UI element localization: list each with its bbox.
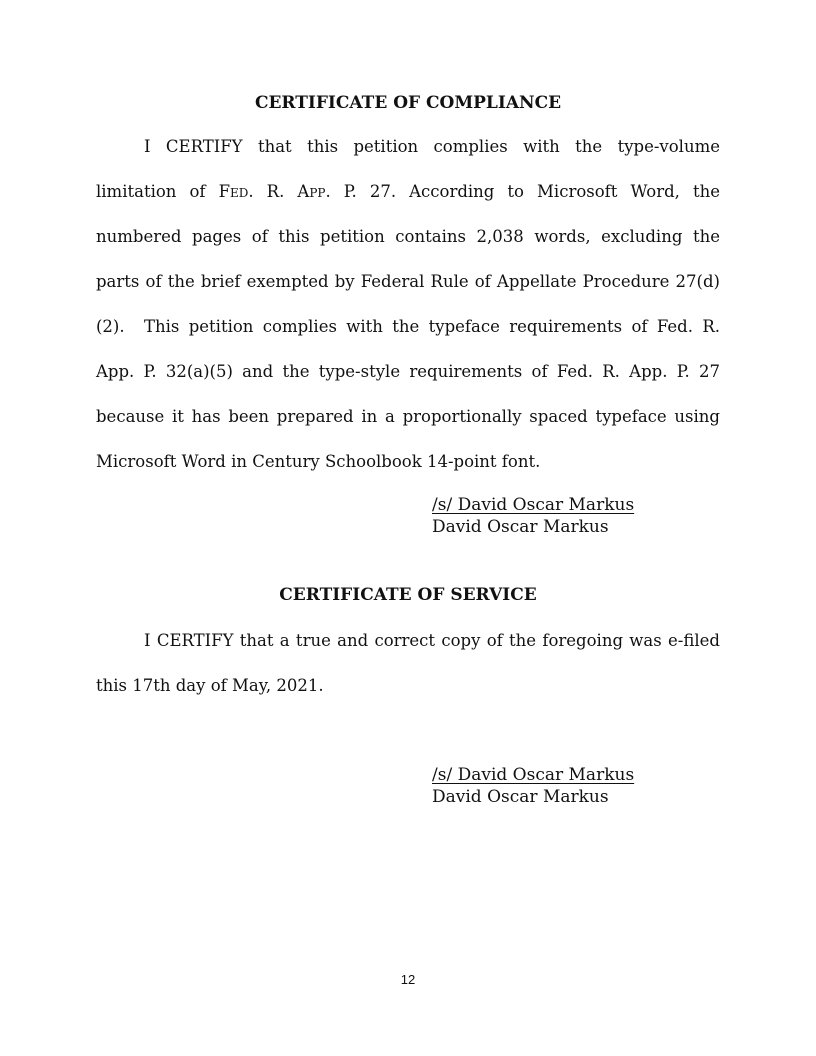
signature-block-2	[432, 764, 634, 808]
service-paragraph-1: I CERTIFY that a true and correct copy of the foregoing was e-filed this 17th day of May, 2021.	[96, 631, 720, 695]
signer-name: David Oscar Markus	[432, 517, 609, 537]
compliance-p1-text-b: P. 27. According to Microsoft Word, the numbered pages of this petition contains 2,038 words, excluding the parts of the brief exempted by Federal Rule of Appellate Procedure 27(d)(2).	[96, 182, 720, 336]
electronic-signature: /s/ David Oscar Markus	[432, 495, 635, 515]
electronic-signature: /s/ David Oscar Markus	[432, 765, 635, 785]
service-title: CERTIFICATE OF SERVICE	[279, 585, 537, 605]
compliance-p1-text-a: I CERTIFY that this petition complies with the type-volume limitation of	[96, 137, 720, 201]
compliance-paragraph-2: This petition complies with the typeface requirements of Fed. R. App. P. 32(a)(5) and the type-style requirements of Fed. R. App. P. 27 because it has been prepared in a proportionally spaced typeface using Microsoft Word in Century Schoolbook 14-point font.	[96, 317, 720, 471]
signature-block-1	[432, 494, 634, 538]
page-number: 12	[400, 972, 416, 987]
compliance-title: CERTIFICATE OF COMPLIANCE	[254, 93, 562, 113]
compliance-p1-rule: Fed. R. App.	[218, 182, 331, 201]
signer-name: David Oscar Markus	[432, 787, 609, 807]
